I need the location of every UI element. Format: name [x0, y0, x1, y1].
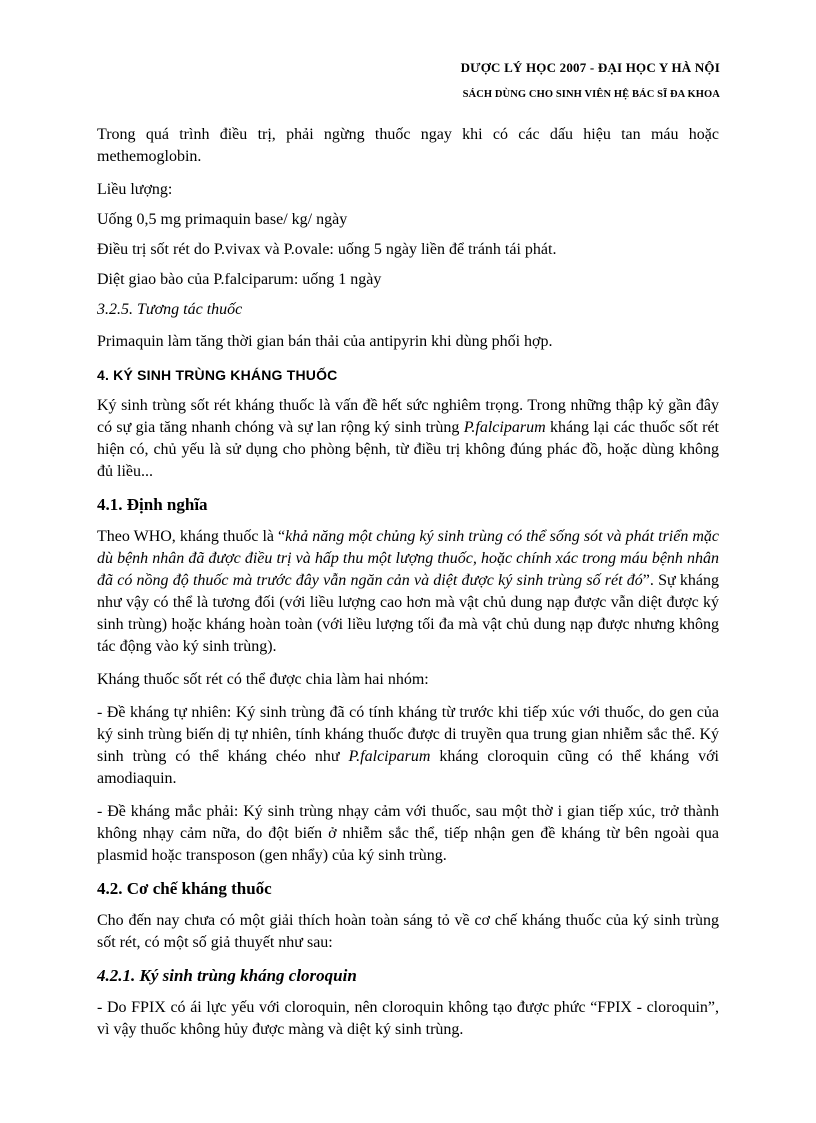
dosage-line-3: Diệt giao bào của P.falciparum: uống 1 ngày: [97, 271, 382, 288]
paragraph-acquired-resistance: - Đề kháng mắc phải: Ký sinh trùng nhạy cảm với thuốc, sau một thờ i gian tiếp xúc, trở thành không nhạy cảm nữa, do đột biến ở nhiễm sắc thể, tiếp nhận gen đề kháng từ bên ngoài qua plasmid hoặc transposon (gen nhẩy) của ký sinh trùng.: [97, 803, 719, 864]
paragraph-groups: Kháng thuốc sốt rét có thể được chia làm hai nhóm:: [97, 671, 429, 688]
running-header-title: DƯỢC LÝ HỌC 2007 - ĐẠI HỌC Y HÀ NỘI: [460, 60, 720, 75]
section-heading-4: 4. KÝ SINH TRÙNG KHÁNG THUỐC: [97, 367, 338, 383]
paragraph-section-4-text-b: kháng lại các thuốc sốt rét hiện có, chủ yếu là sử dụng cho phòng bệnh, từ điều trị không đúng phác đồ, hoặc dùng không đủ liều...: [97, 419, 719, 480]
paragraph-mechanism: Cho đến nay chưa có một giải thích hoàn toàn sáng tỏ về cơ chế kháng thuốc của ký sinh trùng sốt rét, có một số giả thuyết như sau:: [97, 912, 719, 951]
paragraph-definition-text-a: Theo WHO, kháng thuốc là “: [97, 528, 286, 545]
paragraph-natural-text-a: - Đề kháng tự nhiên: Ký sinh trùng đã có tính kháng từ trước khi tiếp xúc với thuốc, do gen của ký sinh trùng biến dị tự nhiên, tính kháng thuốc được di truyền qua trung gian nhiễm sắc thể. Ký sinh trùng có thể kháng chéo như: [97, 704, 719, 765]
paragraph-treatment-warning: Trong quá trình điều trị, phải ngừng thuốc ngay khi có các dấu hiệu tan máu hoặc methemoglobin.: [97, 126, 719, 165]
paragraph-cloroquin: - Do FPIX có ái lực yếu với cloroquin, nên cloroquin không tạo được phức “FPIX - cloroquin”, vì vậy thuốc không hủy được màng và diệt ký sinh trùng.: [97, 999, 719, 1038]
dosage-line-1: Uống 0,5 mg primaquin base/ kg/ ngày: [97, 211, 348, 228]
paragraph-definition-quote: khả năng một chủng ký sinh trùng có thể sống sót và phát triển mặc dù bệnh nhân đã được điều trị và hấp thu một lượng thuốc, hoặc chính xác trong máu bệnh nhân đã có nồng độ thuốc mà trước đây vẫn ngăn cản và diệt được ký sinh trùng số rét đó: [97, 528, 720, 589]
section-heading-4-2: 4.2. Cơ chế kháng thuốc: [97, 879, 272, 898]
paragraph-natural-text-b: kháng cloroquin cũng có thể kháng với amodiaquin.: [97, 748, 719, 787]
paragraph-definition: [97, 526, 719, 658]
document-body: [97, 124, 719, 1052]
paragraph-definition-text-b: ”. Sự kháng như vậy có thể là tương đối (với liều lượng cao hơn mà vật chủ dung nạp được vẫn diệt được ký sinh trùng) hoặc kháng hoàn toàn (với liều lượng tối đa mà vật chủ dung nạp được nhưng không tác động vào ký sinh trùng).: [97, 572, 719, 655]
section-heading-4-2-1: 4.2.1. Ký sinh trùng kháng cloroquin: [97, 966, 357, 985]
dosage-label: Liều lượng:: [97, 181, 173, 198]
section-heading-4-1: 4.1. Định nghĩa: [97, 495, 208, 514]
running-header-subtitle: SÁCH DÙNG CHO SINH VIÊN HỆ BÁC SĨ ĐA KHOA: [462, 89, 720, 100]
paragraph-natural-resistance: [97, 702, 719, 790]
paragraph-section-4-text-a: Ký sinh trùng sốt rét kháng thuốc là vấn đề hết sức nghiêm trọng. Trong những thập kỷ gần đây có sự gia tăng nhanh chóng và sự lan rộng ký sinh trùng: [97, 397, 719, 436]
section-heading-3-2-5: 3.2.5. Tương tác thuốc: [97, 301, 243, 318]
paragraph-interaction: Primaquin làm tăng thời gian bán thải của antipyrin khi dùng phối hợp.: [97, 333, 553, 350]
paragraph-section-4-species: P.falciparum: [463, 419, 546, 436]
dosage-line-2: Điều trị sốt rét do P.vivax và P.ovale: uống 5 ngày liền để tránh tái phát.: [97, 241, 557, 258]
paragraph-section-4: [97, 395, 719, 483]
paragraph-natural-species: P.falciparum: [348, 748, 431, 765]
